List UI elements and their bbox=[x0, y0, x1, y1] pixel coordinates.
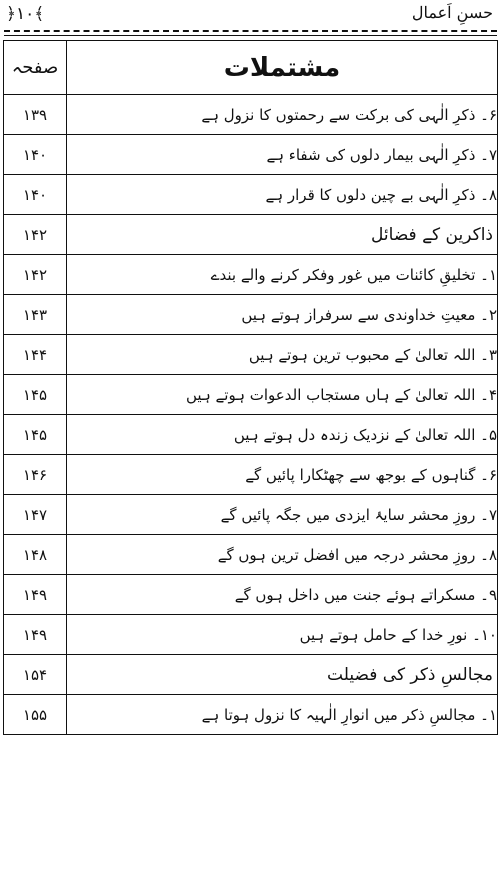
entry-text: ۹۔ مسکراتے ہوئے جنت میں داخل ہوں گے bbox=[67, 575, 498, 615]
entry-page: ۱۵۵ bbox=[4, 695, 67, 735]
entry-page: ۱۴۶ bbox=[4, 455, 67, 495]
entry-text: ۱۔ مجالسِ ذکر میں انوارِ الٰہیہ کا نزول ہوتا ہے bbox=[67, 695, 498, 735]
table-row bbox=[4, 415, 498, 455]
table-row bbox=[4, 495, 498, 535]
entry-page: ۱۴۵ bbox=[4, 375, 67, 415]
entry-page: ۱۵۴ bbox=[4, 655, 67, 695]
entry-text: ۶۔ ذکرِ الٰہی کی برکت سے رحمتوں کا نزول ہے bbox=[67, 95, 498, 135]
section-heading: ذاکرین کے فضائل bbox=[67, 215, 498, 255]
header-solid-rule bbox=[4, 35, 497, 36]
table-row bbox=[4, 535, 498, 575]
entry-page: ۱۴۲ bbox=[4, 215, 67, 255]
table-row bbox=[4, 335, 498, 375]
entry-page: ۱۴۵ bbox=[4, 415, 67, 455]
entry-page: ۱۴۰ bbox=[4, 135, 67, 175]
contents-table bbox=[3, 40, 498, 735]
entry-page: ۱۴۰ bbox=[4, 175, 67, 215]
page-number: ﴾۱۰﴿ bbox=[6, 4, 45, 24]
contents-header-row bbox=[4, 41, 498, 95]
table-row bbox=[4, 695, 498, 735]
table-row bbox=[4, 655, 498, 695]
page-header bbox=[0, 0, 501, 30]
entry-text: ۶۔ گناہوں کے بوجھ سے چھٹکارا پائیں گے bbox=[67, 455, 498, 495]
book-title: حسنِ اَعمال bbox=[411, 3, 493, 22]
table-row bbox=[4, 455, 498, 495]
entry-text: ۷۔ ذکرِ الٰہی بیمار دلوں کی شفاء ہے bbox=[67, 135, 498, 175]
entry-text: ۱۔ تخلیقِ کائنات میں غور وفکر کرنے والے بندے bbox=[67, 255, 498, 295]
entry-page: ۱۴۴ bbox=[4, 335, 67, 375]
page-column-header: صفحہ bbox=[4, 41, 67, 95]
table-row bbox=[4, 255, 498, 295]
entry-page: ۱۴۳ bbox=[4, 295, 67, 335]
entry-page: ۱۳۹ bbox=[4, 95, 67, 135]
entry-text: ۴۔ اللہ تعالیٰ کے ہاں مستجاب الدعوات ہوتے ہیں bbox=[67, 375, 498, 415]
entry-page: ۱۴۷ bbox=[4, 495, 67, 535]
entry-page: ۱۴۸ bbox=[4, 535, 67, 575]
table-row bbox=[4, 95, 498, 135]
entry-page: ۱۴۲ bbox=[4, 255, 67, 295]
entry-text: ۲۔ معیتِ خداوندی سے سرفراز ہوتے ہیں bbox=[67, 295, 498, 335]
section-heading: مجالسِ ذکر کی فضیلت bbox=[67, 655, 498, 695]
entry-text: ۸۔ ذکرِ الٰہی بے چین دلوں کا قرار ہے bbox=[67, 175, 498, 215]
entry-page: ۱۴۹ bbox=[4, 615, 67, 655]
table-row bbox=[4, 575, 498, 615]
table-row bbox=[4, 215, 498, 255]
entry-text: ۱۰۔ نورِ خدا کے حامل ہوتے ہیں bbox=[67, 615, 498, 655]
table-row bbox=[4, 295, 498, 335]
entry-text: ۷۔ روزِ محشر سایۂ ایزدی میں جگہ پائیں گے bbox=[67, 495, 498, 535]
entry-text: ۸۔ روزِ محشر درجہ میں افضل ترین ہوں گے bbox=[67, 535, 498, 575]
entry-page: ۱۴۹ bbox=[4, 575, 67, 615]
entry-text: ۳۔ اللہ تعالیٰ کے محبوب ترین ہوتے ہیں bbox=[67, 335, 498, 375]
header-dashed-rule bbox=[4, 30, 497, 32]
table-row bbox=[4, 135, 498, 175]
table-row bbox=[4, 175, 498, 215]
entry-text: ۵۔ اللہ تعالیٰ کے نزدیک زندہ دل ہوتے ہیں bbox=[67, 415, 498, 455]
table-row bbox=[4, 615, 498, 655]
table-row bbox=[4, 375, 498, 415]
contents-title: مشتملات bbox=[67, 41, 498, 95]
